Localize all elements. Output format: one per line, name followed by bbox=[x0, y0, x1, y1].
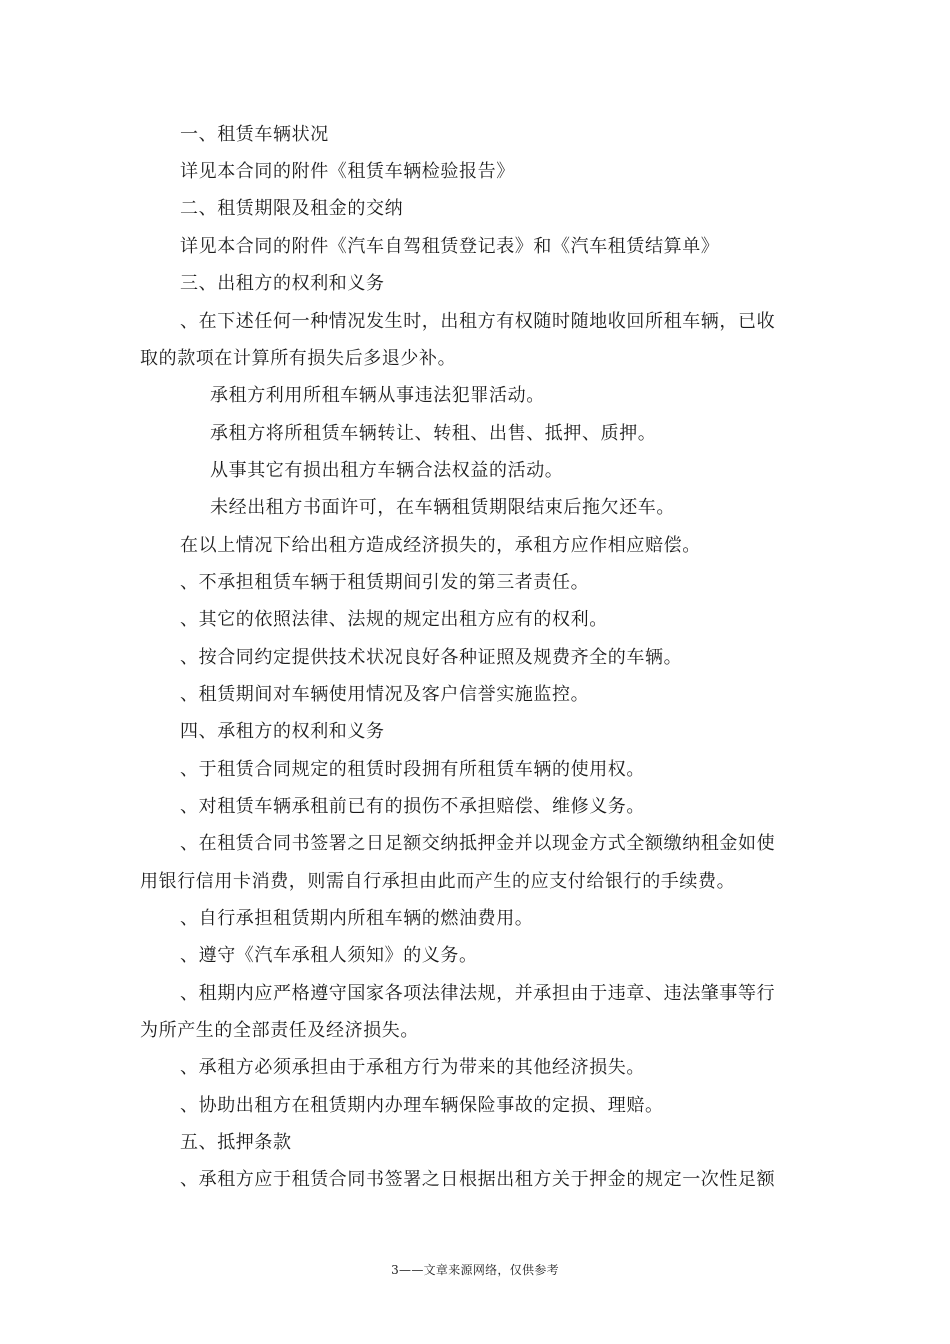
paragraph-line: 、在下述任何一种情况发生时，出租方有权随时随地收回所租车辆，已收 bbox=[180, 311, 776, 332]
paragraph-line: 、其它的依照法律、法规的规定出租方应有的权利。 bbox=[180, 609, 608, 630]
paragraph-line: 、对租赁车辆承租前已有的损伤不承担赔偿、维修义务。 bbox=[180, 796, 645, 817]
paragraph-line: 、遵守《汽车承租人须知》的义务。 bbox=[180, 945, 478, 966]
section-heading-4: 四、承租方的权利和义务 bbox=[180, 721, 385, 742]
section-heading-2: 二、租赁期限及租金的交纳 bbox=[180, 198, 404, 219]
section-heading-1: 一、租赁车辆状况 bbox=[180, 124, 329, 145]
paragraph-line: 取的款项在计算所有损失后多退少补。 bbox=[140, 348, 457, 369]
paragraph-line: 、按合同约定提供技术状况良好各种证照及规费齐全的车辆。 bbox=[180, 647, 683, 668]
page-footer: 3——文章来源网络，仅供参考 bbox=[391, 1263, 559, 1277]
list-item: 未经出租方书面许可，在车辆租赁期限结束后拖欠还车。 bbox=[210, 497, 675, 518]
list-item: 承租方利用所租车辆从事违法犯罪活动。 bbox=[210, 385, 545, 406]
paragraph-line: 、协助出租方在租赁期内办理车辆保险事故的定损、理赔。 bbox=[180, 1095, 664, 1116]
paragraph-line: 、承租方应于租赁合同书签署之日根据出租方关于押金的规定一次性足额 bbox=[180, 1169, 776, 1190]
list-item: 承租方将所租赁车辆转让、转租、出售、抵押、质押。 bbox=[210, 423, 657, 444]
paragraph-line: 、在租赁合同书签署之日足额交纳抵押金并以现金方式全额缴纳租金如使 bbox=[180, 833, 776, 854]
paragraph-line: 详见本合同的附件《租赁车辆检验报告》 bbox=[180, 161, 515, 182]
list-item: 从事其它有损出租方车辆合法权益的活动。 bbox=[210, 460, 564, 481]
section-heading-5: 五、抵押条款 bbox=[180, 1132, 292, 1153]
paragraph-line: 用银行信用卡消费，则需自行承担由此而产生的应支付给银行的手续费。 bbox=[140, 871, 736, 892]
paragraph-line: 为所产生的全部责任及经济损失。 bbox=[140, 1020, 419, 1041]
paragraph-line: 、租期内应严格遵守国家各项法律法规，并承担由于违章、违法肇事等行 bbox=[180, 983, 776, 1004]
paragraph-line: 、租赁期间对车辆使用情况及客户信誉实施监控。 bbox=[180, 684, 590, 705]
section-heading-3: 三、出租方的权利和义务 bbox=[180, 273, 385, 294]
paragraph-line: 在以上情况下给出租方造成经济损失的，承租方应作相应赔偿。 bbox=[180, 535, 701, 556]
paragraph-line: 、承租方必须承担由于承租方行为带来的其他经济损失。 bbox=[180, 1057, 645, 1078]
paragraph-line: 、自行承担租赁期内所租车辆的燃油费用。 bbox=[180, 908, 534, 929]
paragraph-line: 详见本合同的附件《汽车自驾租赁登记表》和《汽车租赁结算单》 bbox=[180, 236, 720, 257]
paragraph-line: 、于租赁合同规定的租赁时段拥有所租赁车辆的使用权。 bbox=[180, 759, 645, 780]
paragraph-line: 、不承担租赁车辆于租赁期间引发的第三者责任。 bbox=[180, 572, 590, 593]
